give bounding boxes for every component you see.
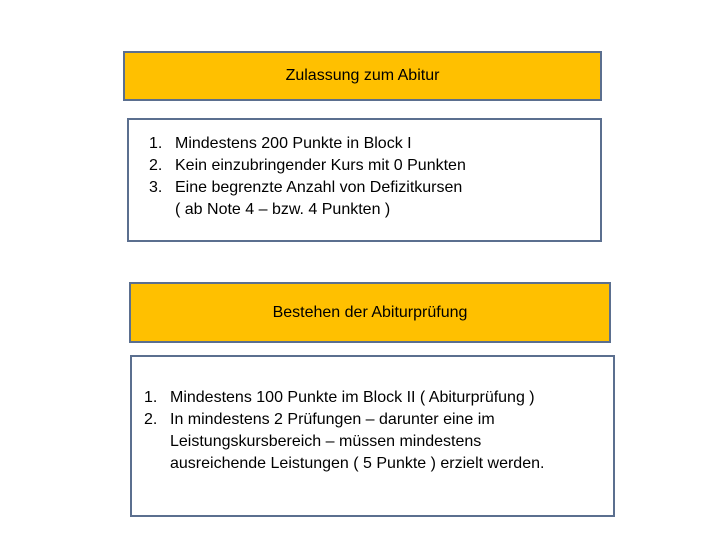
list-item: [144, 409, 623, 475]
list-item: [149, 155, 594, 177]
item-number: 2.: [144, 411, 158, 428]
list-item: [149, 133, 594, 155]
passing-header: [129, 282, 611, 343]
passing-title: Bestehen der Abiturprüfung: [272, 303, 468, 321]
item-number: 2.: [149, 157, 163, 174]
item-text: Mindestens 200 Punkte in Block I: [175, 135, 412, 152]
admission-title: Zulassung zum Abitur: [285, 67, 440, 84]
admission-header: [123, 51, 602, 101]
item-number: 1.: [149, 135, 163, 152]
admission-conditions-box: [127, 118, 602, 242]
list-item: [149, 177, 594, 221]
item-number: 1.: [144, 389, 158, 406]
admission-conditions-list: [149, 133, 594, 221]
item-text: Kein einzubringender Kurs mit 0 Punkten: [175, 157, 466, 174]
item-text: Mindestens 100 Punkte im Block II ( Abiturprüfung ): [170, 389, 535, 406]
list-item: [144, 387, 623, 409]
item-number: 3.: [149, 179, 163, 196]
item-text: Eine begrenzte Anzahl von Defizitkursen ( ab Note 4 – bzw. 4 Punkten ): [175, 179, 463, 218]
item-text: In mindestens 2 Prüfungen – darunter eine im Leistungskursbereich – müssen mindestens ausreichende Leistungen ( 5 Punkte ) erzielt werden.: [170, 411, 545, 472]
passing-conditions-box: [130, 355, 615, 517]
passing-conditions-list: [144, 387, 623, 475]
